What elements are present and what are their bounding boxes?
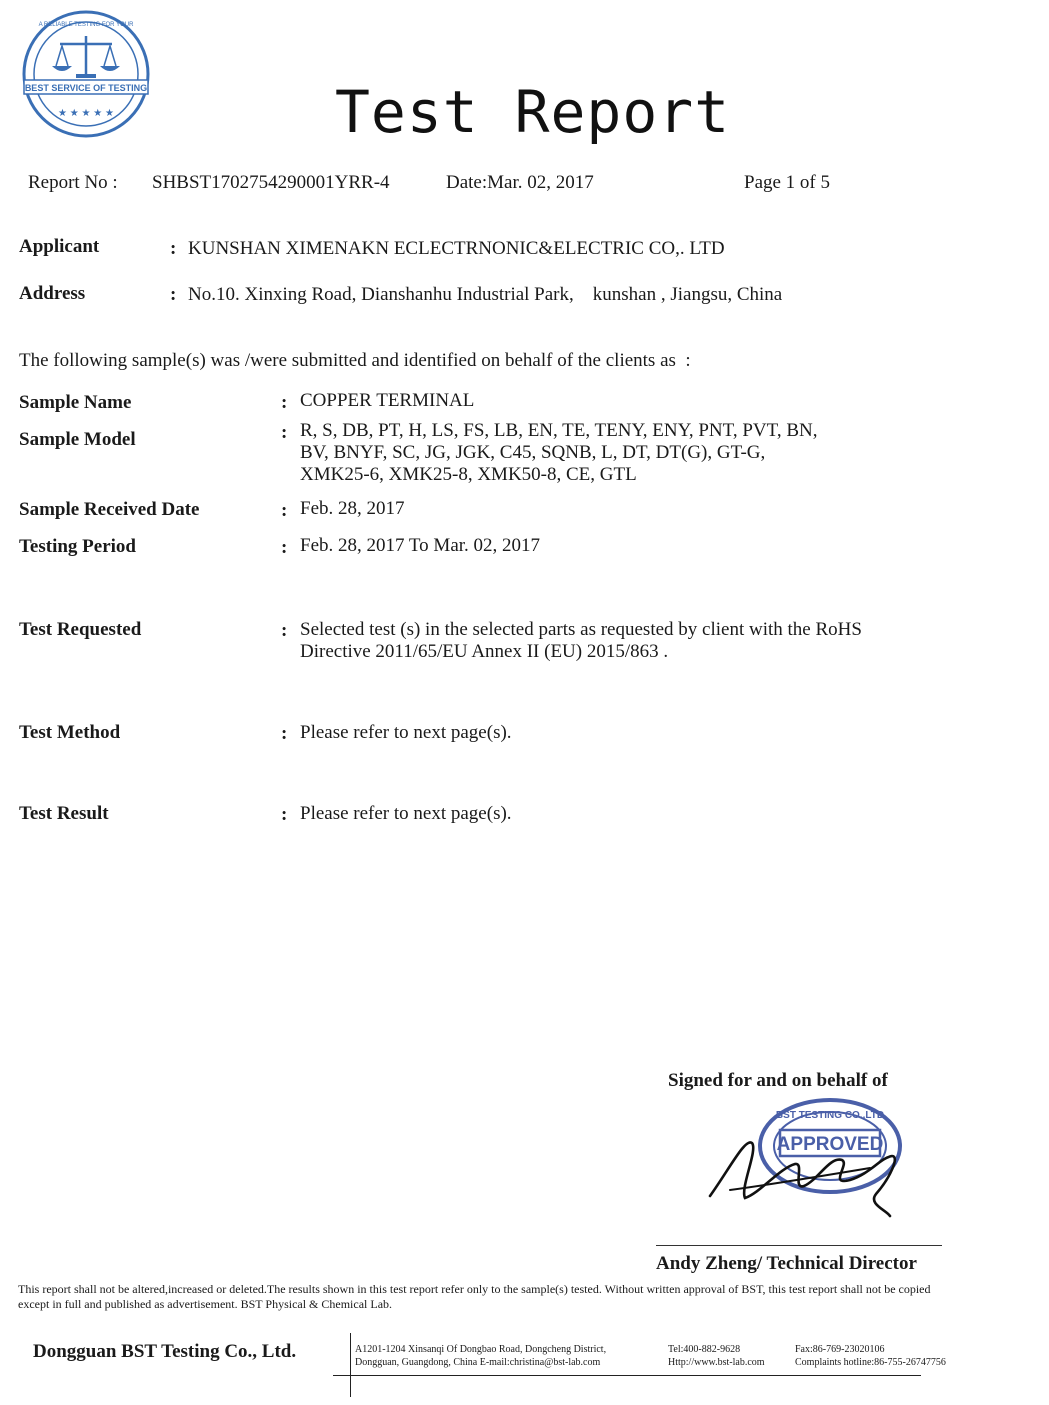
received-date-label: Sample Received Date bbox=[19, 499, 200, 520]
testing-period-colon: : bbox=[281, 537, 288, 558]
stamp-ring-text: BST TESTING CO.,LTD bbox=[775, 1110, 885, 1121]
test-method-colon: : bbox=[281, 723, 288, 744]
applicant-value: KUNSHAN XIMENAKN ECLECTRNONIC&ELECTRIC CO,. LTD bbox=[188, 238, 725, 259]
footer-address-line1: A1201-1204 Xinsanqi Of Dongbao Road, Dongcheng District, bbox=[355, 1344, 607, 1355]
address-value: No.10. Xinxing Road, Dianshanhu Industrial Park, kunshan , Jiangsu, China bbox=[188, 284, 783, 305]
approved-stamp-icon bbox=[700, 1098, 915, 1223]
report-no-label: Report No : bbox=[28, 172, 118, 193]
intro-text: The following sample(s) was /were submitted and identified on behalf of the clients as : bbox=[19, 350, 691, 371]
signature-line bbox=[656, 1245, 942, 1246]
test-result-label: Test Result bbox=[19, 803, 109, 824]
sample-name-colon: : bbox=[281, 392, 288, 413]
report-no-value: SHBST1702754290001YRR-4 bbox=[152, 172, 390, 193]
test-result-value: Please refer to next page(s). bbox=[300, 803, 512, 824]
footer-address-line2: Dongguan, Guangdong, China E-mail:christina@bst-lab.com bbox=[355, 1357, 601, 1368]
testing-period-value: Feb. 28, 2017 To Mar. 02, 2017 bbox=[300, 535, 541, 556]
sample-model-value: R, S, DB, PT, H, LS, FS, LB, EN, TE, TENY, ENY, PNT, PVT, BN, BV, BNYF, SC, JG, JGK, C45, SQNB, L, DT, DT(G), GT-G, XMK25-6, XMK25-8, XMK50-8, CE, GTL bbox=[300, 420, 818, 485]
signer-name: Andy Zheng/ Technical Director bbox=[656, 1253, 917, 1274]
address-colon: : bbox=[170, 284, 177, 305]
sample-name-value: COPPER TERMINAL bbox=[300, 390, 475, 411]
footer-divider-horizontal bbox=[333, 1375, 921, 1376]
sample-model-label: Sample Model bbox=[19, 429, 136, 450]
test-method-label: Test Method bbox=[19, 722, 121, 743]
report-date: Date:Mar. 02, 2017 bbox=[446, 172, 594, 193]
scales-seal-icon bbox=[20, 8, 152, 140]
logo-banner-text: BEST SERVICE OF TESTING bbox=[24, 83, 148, 93]
page-title: Test Report bbox=[335, 78, 731, 146]
logo-top-text: A RELIABLE TESTING FOR YOUR bbox=[38, 22, 134, 28]
svg-text:★ ★ ★ ★ ★: ★ ★ ★ ★ ★ bbox=[58, 108, 114, 119]
approved-stamp bbox=[700, 1098, 915, 1223]
footer-company: Dongguan BST Testing Co., Ltd. bbox=[33, 1341, 297, 1362]
footer-tel: Tel:400-882-9628 bbox=[668, 1344, 741, 1355]
applicant-colon: : bbox=[170, 238, 177, 259]
applicant-label: Applicant bbox=[19, 236, 100, 257]
test-result-colon: : bbox=[281, 804, 288, 825]
signed-for-label: Signed for and on behalf of bbox=[668, 1070, 888, 1091]
address-label: Address bbox=[19, 283, 86, 304]
test-requested-colon: : bbox=[281, 620, 288, 641]
footer-http: Http://www.bst-lab.com bbox=[668, 1357, 765, 1368]
received-date-value: Feb. 28, 2017 bbox=[300, 498, 405, 519]
bst-logo-seal bbox=[20, 8, 152, 140]
footer-complaints: Complaints hotline:86-755-26747756 bbox=[795, 1357, 946, 1368]
test-method-value: Please refer to next page(s). bbox=[300, 722, 512, 743]
stamp-text: APPROVED bbox=[776, 1134, 884, 1155]
sample-model-colon: : bbox=[281, 422, 288, 443]
sample-name-label: Sample Name bbox=[19, 392, 132, 413]
footer-fax: Fax:86-769-23020106 bbox=[795, 1344, 885, 1355]
received-date-colon: : bbox=[281, 500, 288, 521]
page-indicator: Page 1 of 5 bbox=[744, 172, 831, 193]
footer-divider-vertical bbox=[350, 1333, 351, 1397]
test-requested-value: Selected test (s) in the selected parts as requested by client with the RoHS Directive 2011/65/EU Annex II (EU) 2015/863 . bbox=[300, 619, 862, 662]
test-requested-label: Test Requested bbox=[19, 619, 142, 640]
disclaimer-text: This report shall not be altered,increased or deleted.The results shown in this test report refer only to the sample(s) tested. Without written approval of BST, this test report shall not be copied except in full and published as advertisement. BST Physical & Chemical Lab. bbox=[18, 1282, 931, 1311]
testing-period-label: Testing Period bbox=[19, 536, 136, 557]
